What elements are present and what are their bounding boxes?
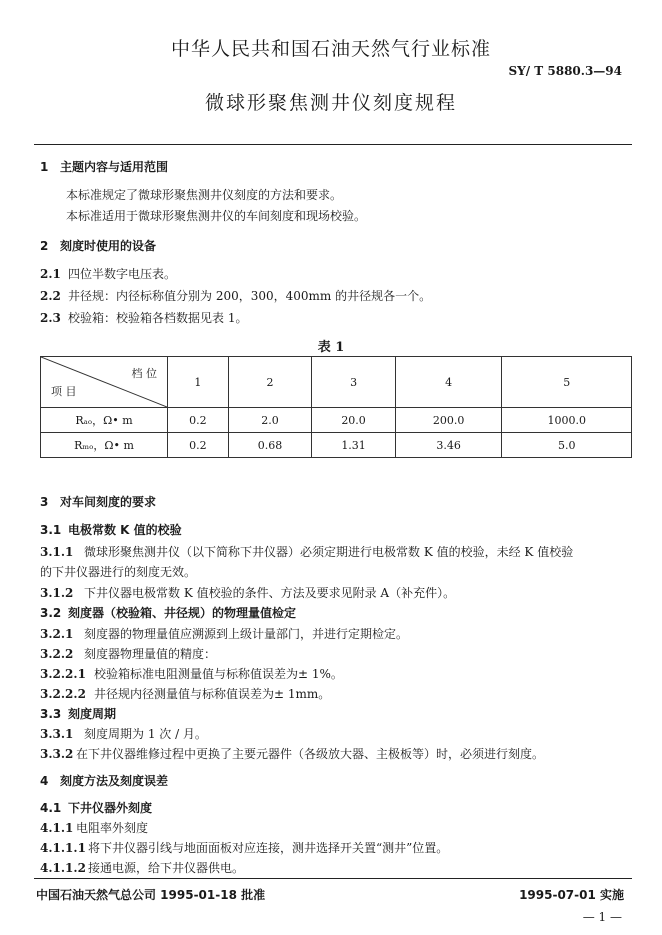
document-title: 微球形聚焦测井仪刻度规程 xyxy=(204,92,457,114)
section-4-heading: 4 刻度方法及刻度误差 xyxy=(40,774,169,788)
subsection-3-3-heading: 3.3 刻度周期 xyxy=(40,707,117,721)
table-cell: 1000.0 xyxy=(502,408,632,433)
item-4-1-1-1: 4.1.1.1 将下井仪器引线与地面面板对应连接，测井选择开关置“测井”位置。 xyxy=(40,841,449,855)
item-3-1-2: 3.1.2 下井仪器电极常数 K 值校验的条件、方法及要求见附录 A（补充件）。 xyxy=(40,586,456,600)
item-3-3-1: 3.3.1 刻度周期为 1 次 / 月。 xyxy=(40,727,207,741)
col-header-4: 4 xyxy=(395,357,502,408)
item-3-1-1-continued: 的下井仪器进行的刻度无效。 xyxy=(40,565,197,579)
document-code: SY/ T 5880.3—94 xyxy=(508,64,622,78)
table-cell: 0.68 xyxy=(228,433,312,458)
col-header-3: 3 xyxy=(312,357,396,408)
item-3-1-1: 3.1.1 微球形聚焦测井仪（以下简称下井仪器）必须定期进行电极常数 K 值的校验，未经 K 值校验 xyxy=(40,545,574,559)
table-1 xyxy=(40,356,632,458)
section-2-heading: 2 刻度时使用的设备 xyxy=(40,239,157,253)
table-cell: 20.0 xyxy=(312,408,396,433)
item-3-2-2-2: 3.2.2.2 井径规内径测量值与标称值误差为± 1mm。 xyxy=(40,687,331,701)
diag-label-grade: 档 位 xyxy=(131,367,157,380)
header-rule xyxy=(34,144,632,145)
section-1-para-1: 本标准规定了微球形聚焦测井仪刻度的方法和要求。 xyxy=(66,188,343,202)
subsection-3-2-heading: 3.2 刻度器（校验箱、井径规）的物理量值检定 xyxy=(40,606,297,620)
subsection-3-1-heading: 3.1 电极常数 K 值的校验 xyxy=(40,523,182,537)
item-2-2: 2.2 井径规：内径标称值分别为 200，300，400mm 的井径规各一个。 xyxy=(40,289,432,303)
table-cell: 0.2 xyxy=(168,408,229,433)
row-label: Rₘₒ，Ω• m xyxy=(41,433,168,458)
section-1-para-2: 本标准适用于微球形聚焦测井仪的车间刻度和现场校验。 xyxy=(66,209,367,223)
section-1-heading: 1 主题内容与适用范围 xyxy=(40,160,169,174)
table-cell: 0.2 xyxy=(168,433,229,458)
section-3-heading: 3 对车间刻度的要求 xyxy=(40,495,157,509)
item-3-2-2: 3.2.2 刻度器物理量值的精度： xyxy=(40,647,217,661)
item-3-3-2: 3.3.2 在下井仪器维修过程中更换了主要元器件（各级放大器、主极板等）时，必须进行刻度。 xyxy=(40,747,545,761)
subsection-4-1-heading: 4.1 下井仪器外刻度 xyxy=(40,801,153,815)
col-header-1: 1 xyxy=(168,357,229,408)
col-header-2: 2 xyxy=(228,357,312,408)
table-cell: 3.46 xyxy=(395,433,502,458)
table-cell: 2.0 xyxy=(228,408,312,433)
col-header-5: 5 xyxy=(502,357,632,408)
item-3-2-2-1: 3.2.2.1 校验箱标准电阻测量值与标称值误差为± 1%。 xyxy=(40,667,343,681)
item-4-1-1-2: 4.1.1.2 接通电源，给下井仪器供电。 xyxy=(40,861,245,875)
approval-line: 中国石油天然气总公司 1995-01-18 批准 xyxy=(36,888,266,902)
table-cell: 200.0 xyxy=(395,408,502,433)
item-2-1: 2.1 四位半数字电压表。 xyxy=(40,267,177,281)
item-2-3: 2.3 校验箱：校验箱各档数据见表 1。 xyxy=(40,311,248,325)
table-diagonal-header xyxy=(41,357,168,408)
page-number: — 1 — xyxy=(582,910,622,924)
item-4-1-1: 4.1.1 电阻率外刻度 xyxy=(40,821,149,835)
table-1-caption: 表 1 xyxy=(317,340,345,355)
standard-category: 中华人民共和国石油天然气行业标准 xyxy=(170,38,491,60)
table-row xyxy=(41,433,632,458)
effective-date: 1995-07-01 实施 xyxy=(519,888,624,902)
footer-rule xyxy=(34,878,632,879)
diag-label-item: 项 目 xyxy=(51,385,77,398)
table-row xyxy=(41,408,632,433)
table-cell: 1.31 xyxy=(312,433,396,458)
row-label: Rₐₒ，Ω• m xyxy=(41,408,168,433)
item-3-2-1: 3.2.1 刻度器的物理量值应溯源到上级计量部门，并进行定期检定。 xyxy=(40,627,409,641)
table-header-row xyxy=(41,357,632,408)
table-cell: 5.0 xyxy=(502,433,632,458)
